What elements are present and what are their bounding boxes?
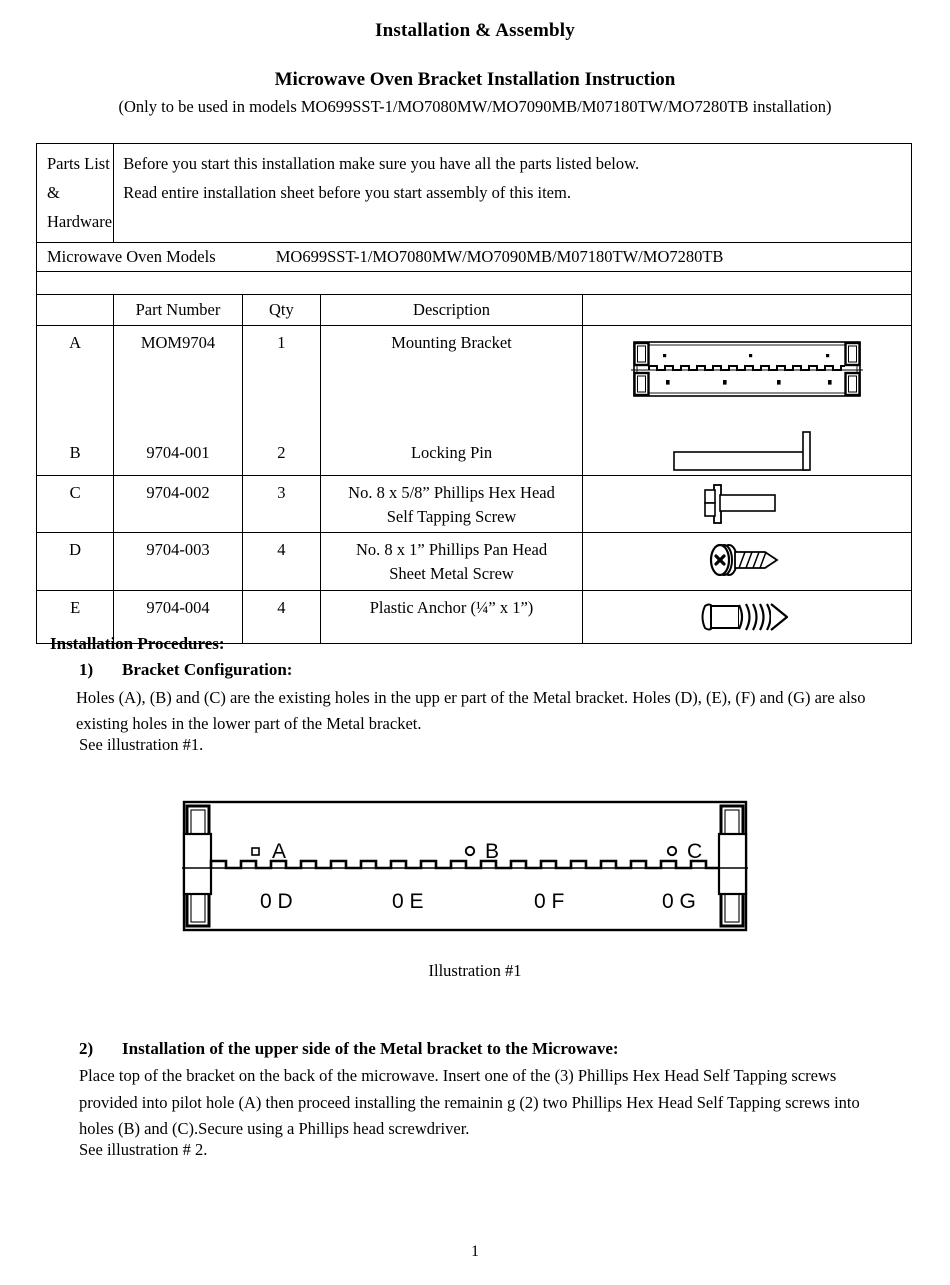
- parts-list-table: [36, 143, 912, 644]
- step1-heading: [79, 660, 292, 680]
- row-c-description: [320, 475, 582, 533]
- illustration1-label-G: 0 G: [662, 890, 696, 913]
- table-row-models: [37, 242, 912, 271]
- installation-procedures-heading: Installation Procedures:: [50, 634, 225, 653]
- row-a-letter: A: [37, 325, 114, 403]
- mounting-bracket-illustration: [631, 339, 863, 401]
- table-row: [37, 475, 912, 533]
- instructions-line2: Read entire installation sheet before you start assembly of this item.: [123, 182, 571, 202]
- locking-pin-illustration: [672, 429, 822, 475]
- illustration1-label-A: A: [272, 840, 287, 863]
- models-note: (Only to be used in models MO699SST-1/MO7080MW/MO7090MB/M07180TW/MO7280TB installation): [118, 97, 832, 116]
- row-d-part-number: 9704-003: [114, 533, 242, 591]
- row-d-description: [320, 533, 582, 591]
- models-value: MO699SST-1/MO7080MW/MO7090MB/M07180TW/MO7280TB: [275, 246, 724, 266]
- row-e-part-number: 9704-004: [114, 591, 242, 644]
- row-e-letter: E: [37, 591, 114, 644]
- bracket-diagram: [182, 798, 748, 934]
- illustration-1-caption: Illustration #1: [428, 961, 522, 980]
- step1-see-illustration: See illustration #1.: [79, 735, 204, 754]
- parts-list-instructions-cell: [114, 144, 912, 243]
- column-header-qty: Qty: [242, 294, 320, 325]
- row-a-part-number: MOM9704: [114, 325, 242, 403]
- row-c-letter: C: [37, 475, 114, 533]
- row-ab-illustration-cell: [583, 325, 912, 475]
- pan-head-screw-illustration: [699, 538, 795, 582]
- models-label: Microwave Oven Models: [47, 246, 216, 266]
- row-d-qty: 4: [242, 533, 320, 591]
- step2-number: 2): [79, 1039, 94, 1058]
- row-c-qty: 3: [242, 475, 320, 533]
- illustration1-label-F: 0 F: [534, 890, 565, 913]
- instructions-line1: Before you start this installation make sure you have all the parts listed below.: [123, 154, 640, 173]
- parts-list-label-cell: [37, 144, 114, 243]
- row-a-description: Mounting Bracket: [320, 325, 582, 403]
- step2-body: Place top of the bracket on the back of the microwave. Insert one of the (3) Phillips Hex Head Self Tapping screws provided into pilot hole (A) then proceed installing the remainin g (2) two Phillips Hex Head Self Tapping screws into holes (B) and (C).Secure using a Phillips head screwdriver.: [79, 1066, 860, 1139]
- table-row-parts-header: [37, 144, 912, 243]
- table-row-column-headers: [37, 294, 912, 325]
- row-e-description: Plastic Anchor (¼” x 1”): [320, 591, 582, 644]
- page-title: Installation & Assembly: [375, 20, 575, 41]
- row-d-description-line1: No. 8 x 1” Phillips Pan Head: [355, 540, 548, 560]
- row-c-part-number: 9704-002: [114, 475, 242, 533]
- row-c-description-line2: Self Tapping Screw: [386, 506, 517, 526]
- row-b-part-number: 9704-001: [114, 403, 242, 475]
- plastic-anchor-illustration: [695, 595, 799, 639]
- row-e-illustration-cell: [583, 591, 912, 644]
- table-row-spacer: [37, 271, 912, 294]
- row-a-qty: 1: [242, 325, 320, 403]
- row-c-description-line1: No. 8 x 5/8” Phillips Hex Head: [348, 482, 555, 502]
- row-d-letter: D: [37, 533, 114, 591]
- page-number: 1: [471, 1243, 479, 1260]
- document-subtitle: Microwave Oven Bracket Installation Instruction: [274, 69, 676, 90]
- step2-heading: [79, 1039, 619, 1059]
- step2-title: Installation of the upper side of the Metal bracket to the Microwave:: [122, 1039, 619, 1058]
- table-row: [37, 325, 912, 403]
- step1-body: Holes (A), (B) and (C) are the existing holes in the upp er part of the Metal bracket. Holes (D), (E), (F) and (G) are also existing holes in the lower part of the Metal bracket.: [76, 688, 866, 734]
- models-cell: [37, 242, 912, 271]
- illustration1-label-B: B: [485, 840, 500, 863]
- row-e-qty: 4: [242, 591, 320, 644]
- row-c-illustration-cell: [583, 475, 912, 533]
- row-d-description-line2: Sheet Metal Screw: [389, 564, 514, 584]
- row-b-letter: B: [37, 403, 114, 475]
- illustration-1-figure: [182, 798, 748, 934]
- table-row: [37, 533, 912, 591]
- step1-number: 1): [79, 660, 94, 679]
- parts-list-label-line1: Parts List &: [47, 154, 110, 202]
- row-d-illustration-cell: [583, 533, 912, 591]
- spacer-cell: [37, 271, 912, 294]
- step1-title: Bracket Configuration:: [122, 660, 293, 679]
- row-b-description: Locking Pin: [320, 403, 582, 475]
- column-header-illustration: [583, 294, 912, 325]
- step2-see-illustration: See illustration # 2.: [79, 1140, 208, 1159]
- column-header-description: Description: [320, 294, 582, 325]
- column-header-letter: [37, 294, 114, 325]
- hex-head-screw-illustration: [701, 482, 793, 526]
- row-b-qty: 2: [242, 403, 320, 475]
- illustration1-label-C: C: [687, 840, 703, 863]
- illustration1-label-D: 0 D: [260, 890, 293, 913]
- parts-list-label-line2: Hardware: [47, 211, 113, 231]
- column-header-part-number: Part Number: [114, 294, 242, 325]
- illustration1-label-E: 0 E: [392, 890, 424, 913]
